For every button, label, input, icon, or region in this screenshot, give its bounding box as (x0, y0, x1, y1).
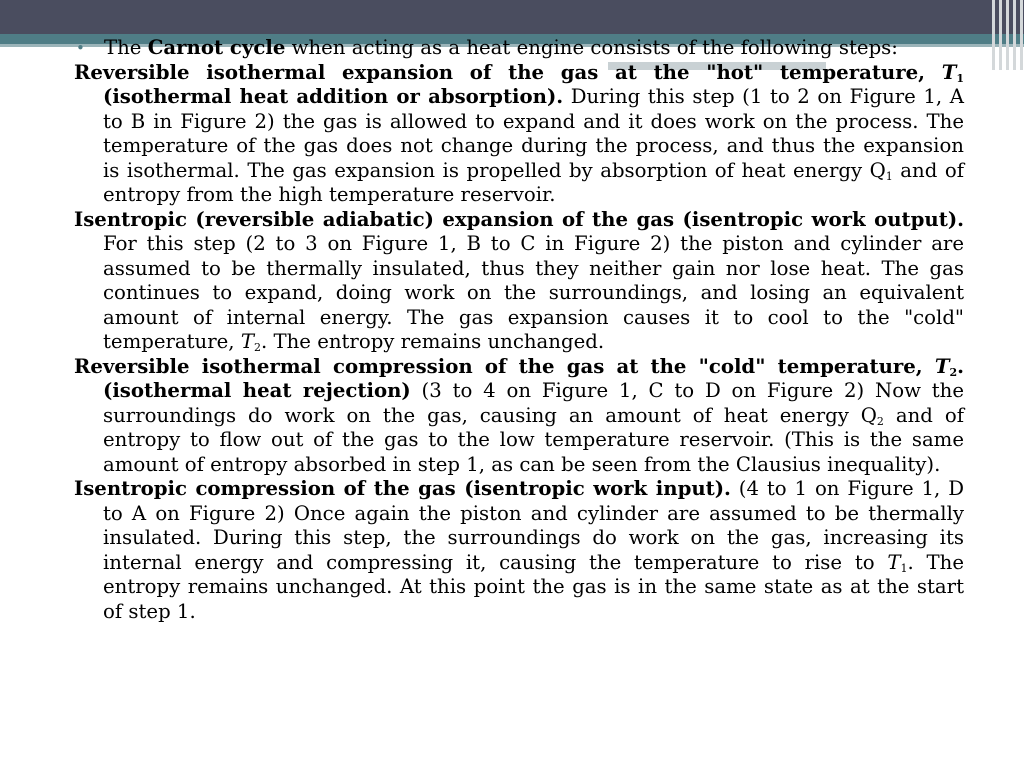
step-1-text: During this step (1 to 2 on Figure 1, A to B in Figure 2) the gas is allowed to expand and it does work on the process. The temperature of the gas does not change during the process, and thus the expansion is isothermal. The gas expansion is propelled by absorption of heat energy Q (103, 85, 964, 182)
step-2-text: For this step (2 to 3 on Figure 1, B to C in Figure 2) the piston and cylinder are assumed to be thermally insulated, thus they neither gain nor lose heat. The gas continues to expand, doing work on the surroundings, and losing an equivalent amount of internal energy. The gas expansion causes it to cool to the "cold" temperature, (103, 232, 964, 353)
step-4: Isentropic compression of the gas (isentropic work input). (4 to 1 on Figure 1, D to A on Figure 2) Once again the piston and cylinder are assumed to be thermally insulated. During this step, the surroundings do work on the gas, increasing its internal energy and compressing it, causing the temperature to rise to $T_1$. The entropy remains unchanged. At this point the gas is in the same state as at the start of step 1. (74, 477, 965, 623)
step-4-text: (4 to 1 on Figure 1, D to A on Figure 2) Once again the piston and cylinder are assumed to be thermally insulated. During this step, the surroundings do work on the gas, increasing its internal energy and compressing it, causing the temperature to rise to (103, 477, 964, 574)
step-3: Reversible isothermal compression of the gas at the "cold" temperature, $T_2$. (isothermal heat rejection) (3 to 4 on Figure 1, C to D on Figure 2) Now the surroundings do work on the gas, causing an amount of heat energy $Q_2$ and of entropy to flow out of the gas to the low temperature reservoir. (This is the same amount of entropy absorbed in step 1, as can be seen from the Clausius inequality). (74, 354, 964, 476)
decorative-lines (990, 0, 1024, 70)
slide-body (74, 36, 964, 624)
step-3-heading: Reversible isothermal compression of the gas at the "cold" temperature, $T_2$. (isothermal heat rejection) (74, 354, 964, 402)
intro-text-a: The (104, 36, 148, 59)
bullet-icon: • (76, 39, 85, 57)
step-1: Reversible isothermal expansion of the gas at the "hot" temperature, $T_1$ (isothermal heat addition or absorption). During this step (1 to 2 on Figure 1, A to B in Figure 2) the gas is allowed to expand and it does work on the process. The temperature of the gas does not change during the process, and thus the expansion is isothermal. The gas expansion is propelled by absorption of heat energy $Q_1$ and of entropy from the high temperature reservoir. (74, 60, 964, 206)
step-4-heading: Isentropic compression of the gas (isentropic work input). (74, 477, 731, 500)
intro-text-b: when acting as a heat engine consists of the following steps: (285, 36, 898, 59)
step-2-heading: Isentropic (reversible adiabatic) expansion of the gas (isentropic work output). (74, 207, 964, 231)
intro-bullet (74, 36, 964, 61)
step-3-text: (3 to 4 on Figure 1, C to D on Figure 2) Now the surroundings do work on the gas, causing an amount of heat energy Q (103, 379, 964, 427)
header-bar (0, 0, 1024, 34)
intro-bold: Carnot cycle (147, 36, 286, 59)
step-2: Isentropic (reversible adiabatic) expansion of the gas (isentropic work output). For this step (2 to 3 on Figure 1, B to C in Figure 2) the piston and cylinder are assumed to be thermally insulated, thus they neither gain nor lose heat. The gas continues to expand, doing work on the surroundings, and losing an equivalent amount of internal energy. The gas expansion causes it to cool to the "cold" temperature, $T_2$. The entropy remains unchanged. (74, 207, 964, 354)
step-1-heading: Reversible isothermal expansion of the gas at the "hot" temperature, $T_1$ (isothermal heat addition or absorption). (74, 60, 964, 108)
